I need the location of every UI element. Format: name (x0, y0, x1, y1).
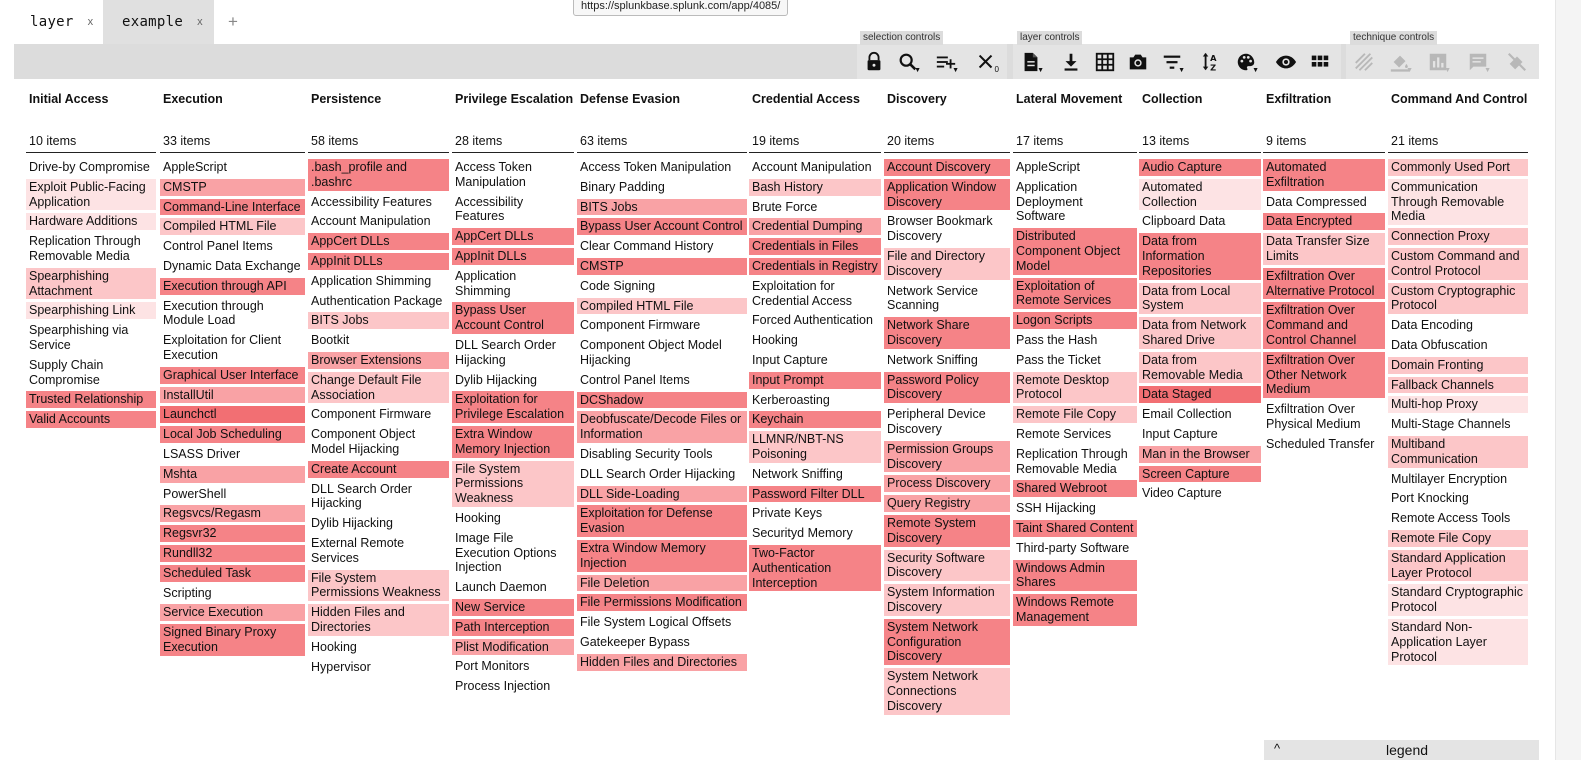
technique-cell[interactable]: DLL Search Order Hijacking (580, 466, 736, 481)
technique-cell[interactable]: Private Keys (752, 506, 823, 521)
tactic-header[interactable]: Lateral Movement (1016, 92, 1123, 106)
tactic-count: 28 items (452, 132, 574, 153)
technique-cell[interactable]: New Service (452, 599, 574, 616)
technique-cell[interactable]: Launchctl (160, 406, 305, 423)
technique-cell[interactable]: Application Deployment Software (1016, 179, 1083, 224)
multiselect-caret-icon: ▼ (952, 67, 959, 74)
technique-cell[interactable]: Remote Access Tools (1391, 511, 1511, 526)
technique-cell[interactable]: Control Panel Items (580, 372, 690, 387)
technique-cell[interactable]: SSH Hijacking (1016, 501, 1096, 516)
technique-cell[interactable]: Hooking (311, 639, 357, 654)
technique-cell[interactable]: Port Knocking (1391, 491, 1469, 506)
technique-cell[interactable]: Scripting (163, 585, 212, 600)
technique-cell[interactable]: Exfiltration Over Other Network Medium (1263, 352, 1385, 398)
technique-cell[interactable]: Custom Command and Control Protocol (1388, 248, 1528, 280)
tactic-count: 10 items (26, 132, 156, 153)
layer-info-caret-icon: ▼ (1037, 67, 1044, 74)
tactic-count: 20 items (884, 132, 1010, 153)
technique-cell[interactable]: Local Job Scheduling (160, 426, 305, 443)
tactic-count: 33 items (160, 132, 305, 153)
technique-cell[interactable]: Network Sniffing (887, 352, 978, 367)
technique-cell[interactable]: Drive-by Compromise (29, 160, 150, 174)
technique-cell[interactable]: Kerberoasting (752, 392, 830, 407)
technique-cell[interactable]: Disabling Security Tools (580, 446, 713, 461)
technique-cell[interactable]: Component Object Model Hijacking (311, 427, 416, 456)
tactic-column-credential-access (749, 92, 881, 594)
tactic-column-exfiltration (1263, 92, 1385, 456)
technique-cell[interactable]: Network Service Scanning (887, 283, 978, 313)
technique-cell[interactable]: Man in the Browser (1139, 446, 1261, 463)
technique-cell[interactable]: Permission Groups Discovery (884, 441, 1010, 473)
tactic-header[interactable]: Persistence (311, 92, 382, 106)
technique-cell[interactable]: Data from Removable Media (1139, 352, 1261, 384)
technique-cell[interactable]: Shared Webroot (1013, 480, 1137, 497)
technique-cell[interactable]: CMSTP (577, 258, 747, 275)
technique-cell[interactable]: Supply Chain Compromise (29, 357, 104, 387)
scoring-caret-icon: ▼ (1444, 67, 1451, 74)
technique-cell[interactable]: Exploitation for Privilege Escalation (452, 391, 574, 423)
lock-icon[interactable] (860, 48, 888, 76)
technique-cell[interactable]: Data from Network Shared Drive (1139, 317, 1261, 349)
technique-cell[interactable]: DLL Side-Loading (577, 486, 747, 503)
technique-cell[interactable]: Multiband Communication (1388, 436, 1528, 468)
technique-cell[interactable]: Mshta (160, 466, 305, 483)
technique-cell[interactable]: Plist Modification (452, 639, 574, 656)
technique-list (1013, 159, 1137, 626)
tactic-count: 58 items (308, 132, 449, 153)
tactic-header[interactable]: Execution (163, 92, 223, 106)
technique-cell[interactable]: Third-party Software (1016, 540, 1130, 555)
technique-cell[interactable]: Input Capture (752, 352, 828, 367)
technique-cell[interactable]: Pass the Ticket (1016, 352, 1101, 367)
technique-cell[interactable]: Access Token Manipulation (580, 160, 732, 174)
technique-cell[interactable]: Browser Bookmark Discovery (887, 214, 993, 244)
tactic-column-lateral-movement (1013, 92, 1137, 629)
technique-cell[interactable]: Accessibility Features (455, 194, 524, 224)
technique-cell[interactable]: Two-Factor Authentication Interception (749, 545, 881, 591)
technique-list (884, 159, 1010, 715)
technique-cell[interactable]: Port Monitors (455, 659, 530, 674)
tactic-column-collection (1139, 92, 1261, 505)
technique-cell[interactable]: File Deletion (577, 575, 747, 592)
search-caret-icon: ▼ (914, 67, 921, 74)
technique-cell[interactable]: Data Compressed (1266, 194, 1367, 209)
technique-cell[interactable]: System Network Configuration Discovery (884, 619, 1010, 665)
technique-cell[interactable]: System Information Discovery (884, 584, 1010, 616)
technique-cell[interactable]: Password Filter DLL (749, 486, 881, 503)
technique-cell[interactable]: Bypass User Account Control (577, 218, 747, 235)
technique-cell[interactable]: Taint Shared Content (1013, 520, 1137, 537)
technique-cell[interactable]: Standard Non-Application Layer Protocol (1388, 619, 1528, 665)
technique-cell[interactable]: Valid Accounts (26, 411, 156, 428)
technique-cell[interactable]: BITS Jobs (308, 312, 449, 329)
technique-cell[interactable]: File System Logical Offsets (580, 615, 732, 630)
technique-cell[interactable]: Account Manipulation (752, 160, 872, 174)
technique-cell[interactable]: Remote Services (1016, 426, 1112, 441)
fill-color-icon[interactable] (1386, 48, 1414, 76)
deselect-count: 0 (994, 65, 999, 74)
tab-example-label: example (122, 14, 184, 30)
technique-cell[interactable]: File System Permissions Weakness (308, 570, 449, 602)
technique-cell[interactable]: DLL Search Order Hijacking (455, 337, 556, 367)
technique-cell[interactable]: Screen Capture (1139, 466, 1261, 483)
technique-cell[interactable]: Input Prompt (749, 372, 881, 389)
technique-cell[interactable]: Video Capture (1142, 486, 1222, 501)
technique-cell[interactable]: Remote File Copy (1388, 530, 1528, 547)
technique-cell[interactable]: Dylib Hijacking (311, 516, 393, 531)
technique-cell[interactable]: Dynamic Data Exchange (163, 258, 301, 273)
technique-cell[interactable]: Component Object Model Hijacking (580, 338, 722, 367)
tactic-count: 21 items (1388, 132, 1528, 153)
technique-cell[interactable]: Security Software Discovery (884, 550, 1010, 582)
technique-cell[interactable]: Execution through API (160, 278, 305, 295)
technique-cell[interactable]: AppCert DLLs (308, 233, 449, 250)
filter-caret-icon: ▼ (1178, 67, 1185, 74)
technique-cell[interactable]: Exfiltration Over Alternative Protocol (1263, 268, 1385, 300)
technique-cell[interactable]: InstallUtil (160, 387, 305, 404)
technique-cell[interactable]: Scheduled Task (160, 565, 305, 582)
technique-cell[interactable]: Create Account (308, 461, 449, 478)
legend-label: legend (1386, 742, 1429, 758)
technique-cell[interactable]: PowerShell (163, 486, 227, 501)
technique-cell[interactable]: Communication Through Removable Media (1388, 179, 1528, 225)
technique-cell[interactable]: Bootkit (311, 333, 350, 348)
tactic-header[interactable]: Credential Access (752, 92, 860, 106)
technique-cell[interactable]: Launch Daemon (455, 580, 547, 595)
technique-cell[interactable]: Data Encoding (1391, 318, 1474, 333)
technique-cell[interactable]: Graphical User Interface (160, 367, 305, 384)
technique-cell[interactable]: Logon Scripts (1013, 312, 1137, 329)
technique-cell[interactable]: Extra Window Memory Injection (452, 426, 574, 458)
eye-icon[interactable] (1272, 48, 1300, 76)
technique-cell[interactable]: Control Panel Items (163, 239, 273, 254)
technique-cell[interactable]: Data Obfuscation (1391, 337, 1488, 352)
technique-cell[interactable]: Extra Window Memory Injection (577, 540, 747, 572)
tactic-column-discovery (884, 92, 1010, 718)
tactic-header[interactable]: Command And Control (1391, 92, 1528, 106)
technique-list (452, 159, 574, 695)
tactic-column-defense-evasion (577, 92, 747, 674)
svg-text:A: A (1210, 53, 1217, 64)
technique-cell[interactable]: Application Shimming (311, 273, 432, 288)
tactic-header[interactable]: Initial Access (29, 92, 109, 106)
technique-cell[interactable]: Input Capture (1142, 426, 1218, 441)
technique-cell[interactable]: Exploitation for Credential Access (752, 278, 853, 308)
technique-cell[interactable]: Hidden Files and Directories (577, 654, 747, 671)
technique-cell[interactable]: Process Discovery (884, 475, 1010, 492)
technique-cell[interactable]: Brute Force (752, 199, 818, 214)
technique-list (577, 159, 747, 671)
technique-cell[interactable]: Data from Local System (1139, 283, 1261, 315)
technique-cell[interactable]: Service Execution (160, 604, 305, 621)
technique-cell[interactable]: Binary Padding (580, 179, 665, 194)
tab-example[interactable] (103, 0, 214, 44)
technique-cell[interactable]: Regsvr32 (160, 525, 305, 542)
technique-cell[interactable]: Fallback Channels (1388, 377, 1528, 394)
technique-cell[interactable]: Spearphishing Attachment (26, 268, 156, 300)
tab-example-close-icon[interactable]: x (197, 16, 203, 28)
technique-cell[interactable]: Command-Line Interface (160, 199, 305, 216)
tactic-column-privilege-escalation (452, 92, 574, 698)
technique-cell[interactable]: Query Registry (884, 495, 1010, 512)
tactic-header[interactable]: Discovery (887, 92, 947, 106)
technique-cell[interactable]: Trusted Relationship (26, 391, 156, 408)
technique-cell[interactable]: Hooking (455, 510, 501, 525)
url-tooltip: https://splunkbase.splunk.com/app/4085/ (573, 0, 788, 16)
technique-cell[interactable]: Remote File Copy (1013, 406, 1137, 423)
tactic-count: 13 items (1139, 132, 1261, 153)
technique-list (749, 159, 881, 591)
technique-cell[interactable]: Account Discovery (884, 159, 1010, 176)
technique-cell[interactable]: Multi-Stage Channels (1391, 417, 1511, 432)
technique-cell[interactable]: Automated Collection (1139, 179, 1261, 211)
technique-cell[interactable]: Hooking (752, 333, 798, 348)
technique-cell[interactable]: Access Token Manipulation (455, 160, 532, 189)
technique-cell[interactable]: Clear Command History (580, 239, 714, 254)
comment-icon[interactable] (1464, 48, 1492, 76)
technique-cell[interactable]: Credentials in Registry (749, 258, 881, 275)
technique-cell[interactable]: File and Directory Discovery (884, 248, 1010, 280)
tactic-column-execution (160, 92, 305, 659)
search-icon[interactable] (894, 48, 922, 76)
technique-cell[interactable]: Network Sniffing (752, 466, 843, 481)
tactic-count: 19 items (749, 132, 881, 153)
tactic-header[interactable]: Defense Evasion (580, 92, 681, 106)
technique-cell[interactable]: Pass the Hash (1016, 332, 1098, 347)
technique-cell[interactable]: Accessibility Features (311, 194, 432, 209)
deselect-icon[interactable] (972, 48, 1000, 76)
multiselect-icon[interactable] (932, 48, 960, 76)
technique-cell[interactable]: AppCert DLLs (452, 228, 574, 245)
technique-cell[interactable]: Data Encrypted (1263, 213, 1385, 230)
technique-cell[interactable]: Path Interception (452, 619, 574, 636)
technique-list (1263, 159, 1385, 453)
scoring-icon[interactable] (1424, 48, 1452, 76)
technique-cell[interactable]: Data Transfer Size Limits (1263, 233, 1385, 265)
comment-caret-icon: ▼ (1484, 67, 1491, 74)
technique-cell[interactable]: Clipboard Data (1142, 214, 1226, 229)
svg-text:Z: Z (1210, 62, 1217, 73)
technique-cell[interactable]: Browser Extensions (308, 352, 449, 369)
technique-cell[interactable]: Application Shimming (455, 268, 517, 298)
tactic-column-initial-access (26, 92, 156, 431)
technique-cell[interactable]: Exfiltration Over Physical Medium (1266, 402, 1361, 431)
technique-cell[interactable]: Keychain (749, 411, 881, 428)
tactic-count: 9 items (1263, 132, 1385, 153)
technique-cell[interactable]: Windows Remote Management (1013, 594, 1137, 626)
technique-cell[interactable]: Rundll32 (160, 545, 305, 562)
technique-cell[interactable]: Component Firmware (311, 407, 432, 422)
technique-cell[interactable]: Securityd Memory (752, 526, 853, 541)
technique-list (26, 159, 156, 428)
technique-cell[interactable]: Spearphishing Link (26, 302, 156, 319)
technique-cell[interactable]: Forced Authentication (752, 313, 873, 328)
layer-controls-label: layer controls (1017, 31, 1082, 45)
tab-bar (0, 0, 1581, 44)
technique-cell[interactable]: Execution through Module Load (163, 298, 264, 328)
palette-caret-icon: ▼ (1252, 67, 1259, 74)
legend-expand-icon[interactable]: ^ (1274, 741, 1281, 756)
technique-cell[interactable]: .bash_profile and .bashrc (308, 159, 449, 191)
tactic-column-persistence (308, 92, 449, 678)
technique-cell[interactable]: Peripheral Device Discovery (887, 407, 986, 436)
technique-cell[interactable]: Remote Desktop Protocol (1013, 372, 1137, 404)
technique-list (160, 159, 305, 656)
technique-cell[interactable]: Replication Through Removable Media (1016, 446, 1128, 476)
technique-list (308, 159, 449, 675)
export-excel-icon[interactable] (1091, 48, 1119, 76)
technique-list (1388, 159, 1528, 665)
technique-cell[interactable]: Exfiltration Over Command and Control Channel (1263, 302, 1385, 348)
technique-cell[interactable]: Change Default File Association (308, 372, 449, 404)
selection-controls-label: selection controls (860, 31, 943, 45)
disable-technique-icon[interactable] (1350, 48, 1378, 76)
attack-matrix (26, 92, 1530, 760)
technique-cell[interactable]: AppleScript (1016, 160, 1080, 174)
technique-cell[interactable]: Gatekeeper Bypass (580, 634, 690, 649)
technique-cell[interactable]: Process Injection (455, 679, 551, 694)
technique-cell[interactable]: Compiled HTML File (160, 218, 305, 235)
technique-cell[interactable]: AppleScript (163, 160, 227, 174)
technique-cell[interactable]: Remote System Discovery (884, 515, 1010, 547)
technique-cell[interactable]: System Network Connections Discovery (884, 668, 1010, 714)
tactic-header[interactable]: Exfiltration (1266, 92, 1332, 106)
technique-cell[interactable]: Multi-hop Proxy (1388, 396, 1528, 413)
technique-cell[interactable]: Email Collection (1142, 407, 1232, 422)
technique-cell[interactable]: Bypass User Account Control (452, 302, 574, 334)
technique-cell[interactable]: Distributed Component Object Model (1013, 228, 1137, 274)
technique-cell[interactable]: Windows Admin Shares (1013, 560, 1137, 592)
technique-cell[interactable]: AppInit DLLs (452, 248, 574, 265)
technique-controls-label: technique controls (1350, 31, 1437, 45)
filter-icon[interactable] (1158, 48, 1186, 76)
technique-cell[interactable]: Hidden Files and Directories (308, 604, 449, 636)
palette-icon[interactable] (1232, 48, 1260, 76)
technique-cell[interactable]: Deobfuscate/Decode Files or Information (577, 411, 747, 443)
technique-cell[interactable]: Domain Fronting (1388, 357, 1528, 374)
tactic-count: 17 items (1013, 132, 1137, 153)
technique-cell[interactable]: Authentication Package (311, 293, 443, 308)
technique-cell[interactable]: Account Manipulation (311, 214, 431, 229)
page-scrollbar[interactable] (1555, 0, 1581, 760)
layer-info-icon[interactable] (1017, 48, 1045, 76)
technique-cell[interactable]: LSASS Driver (163, 446, 241, 461)
technique-cell[interactable]: Replication Through Removable Media (29, 234, 141, 263)
add-tab-button[interactable]: + (228, 12, 239, 31)
tactic-column-command-and-control (1388, 92, 1528, 668)
technique-cell[interactable]: Audio Capture (1139, 159, 1261, 176)
tab-layer[interactable] (14, 0, 94, 44)
technique-cell[interactable]: BITS Jobs (577, 199, 747, 216)
technique-cell[interactable]: Image File Execution Options Injection (455, 530, 557, 575)
technique-cell[interactable]: Data from Information Repositories (1139, 233, 1261, 279)
technique-cell[interactable]: AppInit DLLs (308, 253, 449, 270)
technique-cell[interactable]: Exploitation for Client Execution (163, 333, 282, 362)
technique-cell[interactable]: Code Signing (580, 278, 656, 293)
technique-cell[interactable]: File System Permissions Weakness (452, 461, 574, 507)
technique-cell[interactable]: Hardware Additions (26, 213, 156, 230)
technique-cell[interactable]: Credential Dumping (749, 218, 881, 235)
technique-cell[interactable]: Automated Exfiltration (1263, 159, 1385, 191)
fill-color-caret-icon: ▼ (1406, 67, 1413, 74)
tab-layer-close-icon[interactable]: x (87, 16, 94, 28)
technique-cell[interactable]: Commonly Used Port (1388, 159, 1528, 176)
technique-cell[interactable]: Component Firmware (580, 318, 701, 333)
technique-cell[interactable]: DCShadow (577, 392, 747, 409)
technique-cell[interactable]: Application Window Discovery (884, 179, 1010, 211)
technique-cell[interactable]: Regsvcs/Regasm (160, 505, 305, 522)
sort-icon[interactable] (1198, 48, 1226, 76)
tactic-header[interactable]: Privilege Escalation (455, 92, 574, 106)
technique-cell[interactable]: Dylib Hijacking (455, 372, 537, 387)
technique-cell[interactable]: DLL Search Order Hijacking (311, 481, 412, 511)
technique-cell[interactable]: External Remote Services (311, 535, 405, 565)
technique-cell[interactable]: Exploit Public-Facing Application (26, 179, 156, 211)
technique-cell[interactable]: Password Policy Discovery (884, 372, 1010, 404)
legend-bar[interactable] (1264, 740, 1539, 760)
tactic-header[interactable]: Collection (1142, 92, 1203, 106)
technique-cell[interactable]: Hypervisor (311, 659, 371, 674)
technique-cell[interactable]: Connection Proxy (1388, 228, 1528, 245)
technique-cell[interactable]: Compiled HTML File (577, 298, 747, 315)
technique-cell[interactable]: Bash History (749, 179, 881, 196)
technique-cell[interactable]: Standard Application Layer Protocol (1388, 550, 1528, 582)
technique-cell[interactable]: File Permissions Modification (577, 594, 747, 611)
camera-icon[interactable] (1124, 48, 1152, 76)
technique-list (1139, 159, 1261, 502)
technique-cell[interactable]: Standard Cryptographic Protocol (1388, 584, 1528, 616)
clear-annotations-icon[interactable] (1503, 48, 1531, 76)
technique-cell[interactable]: Custom Cryptographic Protocol (1388, 283, 1528, 315)
technique-cell[interactable]: Exploitation for Defense Evasion (577, 505, 747, 537)
technique-cell[interactable]: Network Share Discovery (884, 317, 1010, 349)
technique-cell[interactable]: Signed Binary Proxy Execution (160, 624, 305, 656)
technique-cell[interactable]: Credentials in Files (749, 238, 881, 255)
technique-cell[interactable]: Multilayer Encryption (1391, 471, 1508, 486)
technique-cell[interactable]: Scheduled Transfer (1266, 436, 1375, 451)
technique-cell[interactable]: Exploitation of Remote Services (1013, 278, 1137, 310)
technique-cell[interactable]: CMSTP (160, 179, 305, 196)
technique-cell[interactable]: LLMNR/NBT-NS Poisoning (749, 431, 881, 463)
technique-cell[interactable]: Data Staged (1139, 386, 1261, 403)
view-mode-icon[interactable] (1306, 48, 1334, 76)
tab-layer-label: layer (30, 14, 74, 30)
technique-cell[interactable]: Spearphishing via Service (29, 323, 129, 352)
tactic-count: 63 items (577, 132, 747, 153)
download-icon[interactable] (1057, 48, 1085, 76)
